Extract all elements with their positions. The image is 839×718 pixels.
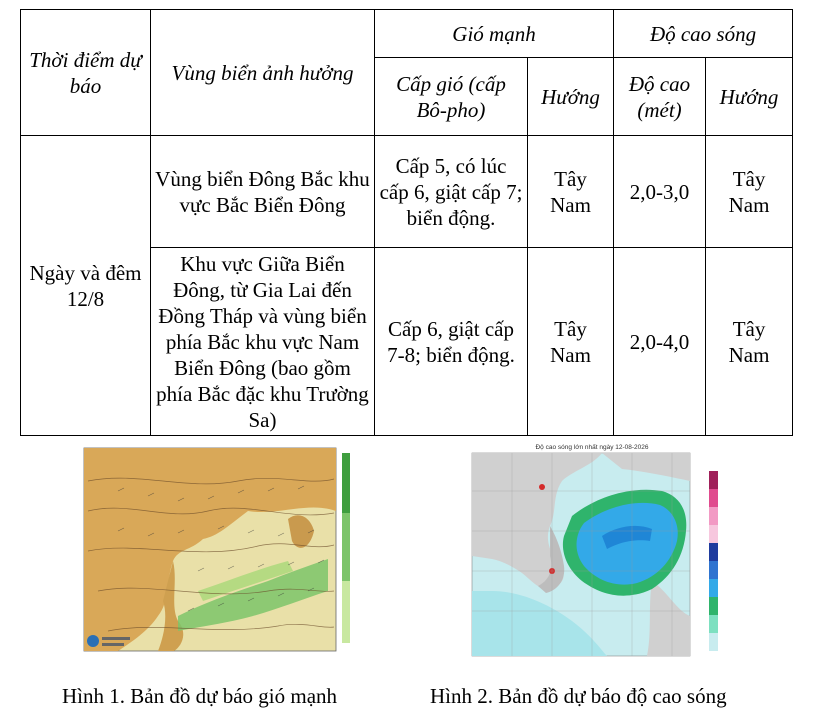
- row2-wave-height: 2,0-4,0: [614, 248, 706, 436]
- row2-wind-level: Cấp 6, giật cấp 7-8; biển động.: [375, 248, 528, 436]
- header-wave-height: Độ cao (mét): [614, 58, 706, 136]
- header-wind-direction: Hướng: [528, 58, 614, 136]
- row2-wind-direction: Tây Nam: [528, 248, 614, 436]
- time-cell: Ngày và đêm 12/8: [21, 136, 151, 436]
- wave-height-map: [452, 441, 737, 671]
- row2-area: Khu vực Giữa Biển Đông, từ Gia Lai đến Đồng Tháp và vùng biển phía Bắc khu vực Nam Biển Đông (bao gồm phía Bắc đặc khu Trường Sa): [151, 248, 375, 436]
- header-area: Vùng biển ảnh hưởng: [151, 10, 375, 136]
- row1-area: Vùng biển Đông Bắc khu vực Bắc Biển Đông: [151, 136, 375, 248]
- row2-wave-direction: Tây Nam: [706, 248, 793, 436]
- header-wind-level: Cấp gió (cấp Bô-pho): [375, 58, 528, 136]
- row1-wind-level: Cấp 5, có lúc cấp 6, giật cấp 7; biển động.: [375, 136, 528, 248]
- figure-2-caption: Hình 2. Bản đồ dự báo độ cao sóng: [430, 684, 727, 708]
- row1-wind-direction: Tây Nam: [528, 136, 614, 248]
- figure-1-caption: Hình 1. Bản đồ dự báo gió mạnh: [62, 684, 338, 708]
- header-time: Thời điểm dự báo: [21, 10, 151, 136]
- header-wind: Gió mạnh: [375, 10, 614, 58]
- header-wave-direction: Hướng: [706, 58, 793, 136]
- header-wave: Độ cao sóng: [614, 10, 793, 58]
- row1-wave-direction: Tây Nam: [706, 136, 793, 248]
- wave-map-title: Độ cao sóng lớn nhất ngày 12-08-2026: [535, 444, 649, 451]
- wind-forecast-map: [78, 441, 360, 666]
- row1-wave-height: 2,0-3,0: [614, 136, 706, 248]
- forecast-table: [20, 9, 793, 436]
